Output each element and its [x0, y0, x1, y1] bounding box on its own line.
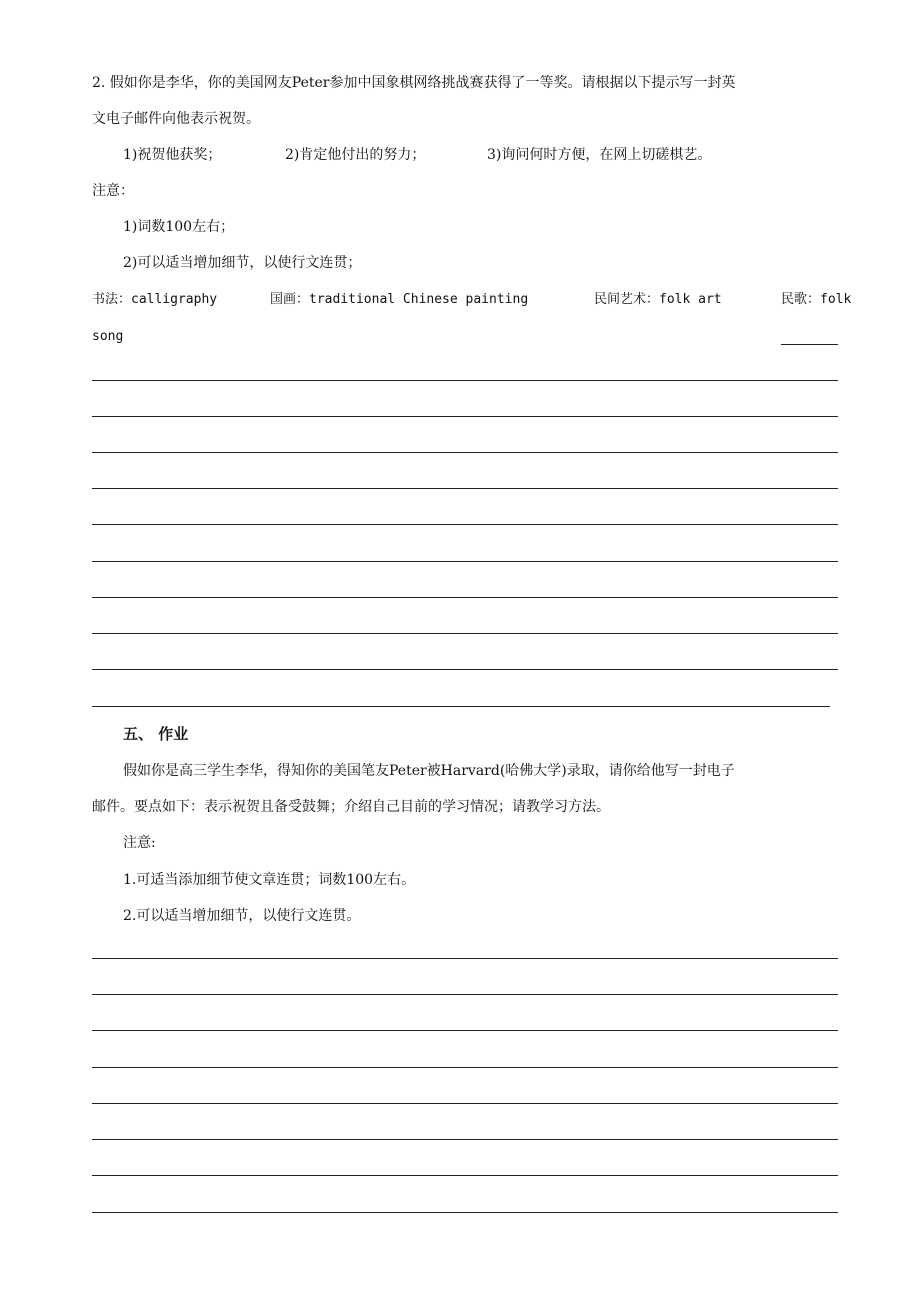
- task2-prompt-line1: 2. 假如你是李华，你的美国网友Peter参加中国象棋网络挑战赛获得了一等奖。请根据以下提示写一封英: [92, 75, 736, 91]
- answer-line: [92, 1212, 838, 1213]
- vocab-folk-art: 民间艺术：folk art: [594, 292, 722, 307]
- answer-line: [92, 958, 838, 959]
- vocab-folk-song: 民歌：folk: [781, 292, 852, 307]
- section5-note-1: 1.可适当添加细节使文章连贯；词数100左右。: [123, 872, 416, 888]
- vocab-painting: 国画：traditional Chinese painting: [270, 292, 529, 307]
- task2-point-3: 3)询问何时方便，在网上切磋棋艺。: [487, 147, 712, 163]
- answer-line: [92, 1139, 838, 1140]
- answer-line: [92, 1067, 838, 1068]
- answer-line: [92, 633, 838, 634]
- answer-line: [92, 597, 838, 598]
- answer-line-short: [781, 344, 838, 345]
- vocab-folk-song-wrap: song: [92, 329, 124, 344]
- task2-note-1: 1)词数100左右；: [123, 219, 235, 235]
- task2-point-2: 2)肯定他付出的努力；: [285, 147, 426, 163]
- answer-line: [92, 524, 838, 525]
- section5-note-2: 2.可以适当增加细节，以使行文连贯。: [123, 908, 361, 924]
- vocab-calligraphy: 书法：calligraphy: [92, 292, 218, 307]
- answer-line: [92, 1103, 838, 1104]
- answer-line: [92, 380, 838, 381]
- section5-para-line2: 邮件。要点如下：表示祝贺且备受鼓舞；介绍自己目前的学习情况；请教学习方法。: [92, 799, 610, 815]
- section5-para-line1: 假如你是高三学生李华，得知你的美国笔友Peter被Harvard(哈佛大学)录取，请你给他写一封电子: [123, 763, 735, 779]
- task2-note-label: 注意：: [92, 183, 134, 199]
- task2-prompt-line2: 文电子邮件向他表示祝贺。: [92, 111, 260, 127]
- task2-note-2: 2)可以适当增加细节，以使行文连贯；: [123, 255, 362, 271]
- answer-line: [92, 416, 838, 417]
- answer-line: [92, 706, 830, 707]
- task2-point-1: 1)祝贺他获奖；: [123, 147, 222, 163]
- answer-line: [92, 561, 838, 562]
- answer-line: [92, 1030, 838, 1031]
- section5-note-label: 注意:: [123, 835, 156, 851]
- answer-line: [92, 488, 838, 489]
- answer-line: [92, 452, 838, 453]
- answer-line: [92, 1175, 838, 1176]
- answer-line: [92, 994, 838, 995]
- answer-line: [92, 669, 838, 670]
- section5-heading: 五、 作业: [123, 725, 189, 743]
